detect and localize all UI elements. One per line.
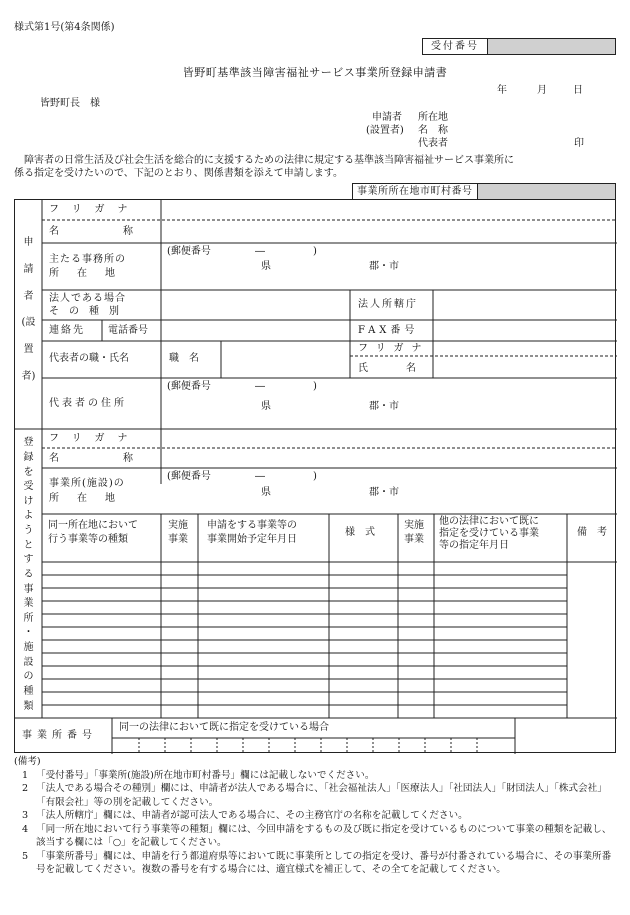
applicant-address-label: 所在地: [418, 112, 448, 123]
header-impl-1: 実施: [168, 520, 188, 531]
date-day: 日: [573, 85, 583, 96]
postal-dash: ―: [255, 246, 265, 257]
vlabel-char: を: [23, 466, 34, 478]
header-impl2-1: 実施: [404, 520, 424, 531]
vlabel-char: る: [23, 568, 34, 580]
intro-line-2: 係る指定を受けたいので、下記のとおり、関係書類を添えて申請します。: [14, 168, 343, 179]
header-impl-2: 事業: [168, 534, 188, 545]
prefecture-label: 県: [261, 401, 271, 412]
fax-label: FAX番号: [358, 325, 419, 336]
postal-label: (郵便番号: [167, 471, 211, 482]
vlabel-char: (設: [21, 317, 36, 329]
applicant-name-label: 名称: [49, 226, 197, 237]
form-title: 皆野町基準該当障害福祉サービス事業所登録申請書: [182, 66, 448, 79]
jurisdiction-label: 法人所轄庁: [358, 299, 418, 310]
vlabel-char: と: [23, 539, 34, 551]
vlabel-char: ・: [23, 627, 34, 639]
notes-section: [14, 755, 620, 877]
vlabel-char: 置: [23, 343, 34, 355]
applicant-role-sub: (設置者): [366, 125, 404, 136]
rep-title-name-label: 代表者の職・氏名: [49, 353, 129, 364]
date-month: 月: [537, 85, 547, 96]
vlabel-char: 請: [23, 263, 34, 275]
corp-type-label-2: その種別: [49, 306, 129, 317]
main-office-label-2: 所在地: [49, 268, 133, 279]
main-office-label-1: 主たる事務所の: [49, 254, 126, 265]
header-other-law-3: 等の指定年月日: [439, 540, 509, 551]
header-start-date-2: 事業開始予定年月日: [207, 534, 297, 545]
applicant-furigana-label: フリガナ: [49, 204, 141, 215]
vlabel-char: 者: [23, 290, 34, 302]
note-number: 2: [21, 783, 29, 794]
postal-dash: ―: [255, 471, 265, 482]
note-number: 4: [21, 823, 29, 835]
vlabel-char: 設: [23, 656, 34, 668]
seal-mark: 印: [574, 138, 584, 149]
form-number: 様式第1号(第4条関係): [14, 22, 115, 33]
note-item: [14, 823, 620, 850]
vlabel-char: 登: [23, 437, 34, 449]
postal-close: ): [313, 381, 317, 392]
rep-address-label: 代表者の住所: [49, 398, 127, 409]
note-number: 1: [21, 769, 29, 781]
postal-close: ): [313, 471, 317, 482]
municipality-code-label: 事業所所在地市町村番号: [353, 184, 478, 199]
vlabel-char: 業: [23, 598, 34, 610]
municipality-code-field[interactable]: [478, 184, 616, 199]
prefecture-label: 県: [261, 487, 271, 498]
vlabel-char: 施: [23, 642, 34, 654]
vlabel-char: う: [23, 525, 34, 537]
header-impl2-2: 事業: [404, 534, 424, 545]
postal-label: (郵便番号: [167, 381, 211, 392]
application-table: [14, 199, 616, 753]
note-item: [14, 850, 620, 877]
applicant-role: 申請者: [372, 112, 402, 123]
vlabel-char: よ: [23, 510, 34, 522]
rep-name-label: 氏 名: [358, 363, 430, 374]
header-start-date-1: 申請をする事業等の: [207, 520, 297, 531]
note-item: [14, 782, 620, 809]
municipality-code-box: [352, 183, 616, 200]
note-text: 「法人である場合その種別」欄には、申請者が法人である場合に、「社会福祉法人」「医療法人」「社団法人」「財団法人」「株式会社」「有限会社」等の別を記載してください。: [36, 783, 607, 808]
postal-dash: ―: [255, 381, 265, 392]
receipt-number-box: [422, 38, 616, 55]
applicant-section-label: [15, 230, 42, 390]
city-label: 郡・市: [369, 401, 399, 412]
vlabel-char: 者): [21, 370, 36, 382]
header-style: 様 式: [345, 527, 375, 538]
facility-name-label: 名称: [49, 453, 197, 464]
header-other-law-2: 指定を受けている事業: [439, 528, 539, 539]
vlabel-char: 録: [23, 451, 34, 463]
vlabel-char: け: [23, 495, 34, 507]
corp-type-label-1: 法人である場合: [49, 293, 126, 304]
vlabel-char: 所: [23, 612, 34, 624]
note-number: 5: [21, 850, 29, 862]
note-number: 3: [21, 810, 29, 821]
city-label: 郡・市: [369, 261, 399, 272]
header-other-law-1: 他の法律において既に: [439, 516, 539, 527]
note-text: 「同一所在地において行う事業等の種類」欄には、今回申請をするもの及び既に指定を受けているものについて事業の種類を記載し、該当する欄には「○」を記載してください。: [36, 823, 612, 848]
receipt-number-field[interactable]: [488, 39, 615, 54]
vlabel-char: 申: [23, 237, 34, 249]
addressee: 皆野町長 様: [40, 98, 100, 109]
header-same-location-1: 同一所在地において: [48, 520, 138, 531]
vlabel-char: 類: [23, 700, 34, 712]
facility-section-label: [15, 436, 42, 714]
vlabel-char: の: [23, 671, 34, 683]
date-year: 年: [497, 85, 507, 96]
facility-furigana-label: フリガナ: [49, 433, 141, 444]
vlabel-char: す: [23, 554, 34, 566]
postal-label: (郵便番号: [167, 246, 211, 257]
same-law-label: 同一の法律において既に指定を受けている場合: [119, 722, 329, 733]
vlabel-char: 種: [23, 685, 34, 697]
applicant-name-label: 名 称: [418, 125, 448, 136]
postal-close: ): [313, 246, 317, 257]
note-item: [14, 769, 620, 783]
facility-location-label-2: 所在地: [49, 493, 133, 504]
intro-line-1: 障害者の日常生活及び社会生活を総合的に支援するための法律に規定する基準該当障害福祉サービス事業所に: [24, 155, 514, 166]
header-same-location-2: 行う事業等の種類: [48, 534, 128, 545]
position-label: 職 名: [169, 353, 199, 364]
applicant-rep-label: 代表者: [418, 138, 448, 149]
notes-title: (備考): [14, 756, 41, 767]
note-text: 「法人所轄庁」欄には、申請者が認可法人である場合に、その主務官庁の名称を記載してください。: [36, 810, 468, 821]
note-item: [14, 809, 620, 823]
city-label: 郡・市: [369, 487, 399, 498]
header-remarks: 備 考: [577, 527, 607, 538]
vlabel-char: 受: [23, 481, 34, 493]
receipt-number-label: 受付番号: [423, 39, 488, 54]
note-text: 「受付番号」「事業所(施設)所在地市町村番号」欄には記載しないでください。: [36, 769, 375, 781]
phone-label: 電話番号: [108, 325, 148, 336]
prefecture-label: 県: [261, 261, 271, 272]
contact-label: 連絡先: [49, 325, 85, 336]
office-number-label: 事業所番号: [22, 730, 97, 741]
rep-furigana-label: フリガナ: [358, 343, 430, 354]
facility-location-label-1: 事業所(施設)の: [49, 478, 125, 489]
note-text: 「事業所番号」欄には、申請を行う都道府県等において既に事業所としての指定を受け、番号が付番されている場合に、その事業所番号を記載してください。複数の番号を有する場合には、適宜様式を補正して、その全てを記載してください。: [36, 850, 612, 875]
vlabel-char: 事: [23, 583, 34, 595]
